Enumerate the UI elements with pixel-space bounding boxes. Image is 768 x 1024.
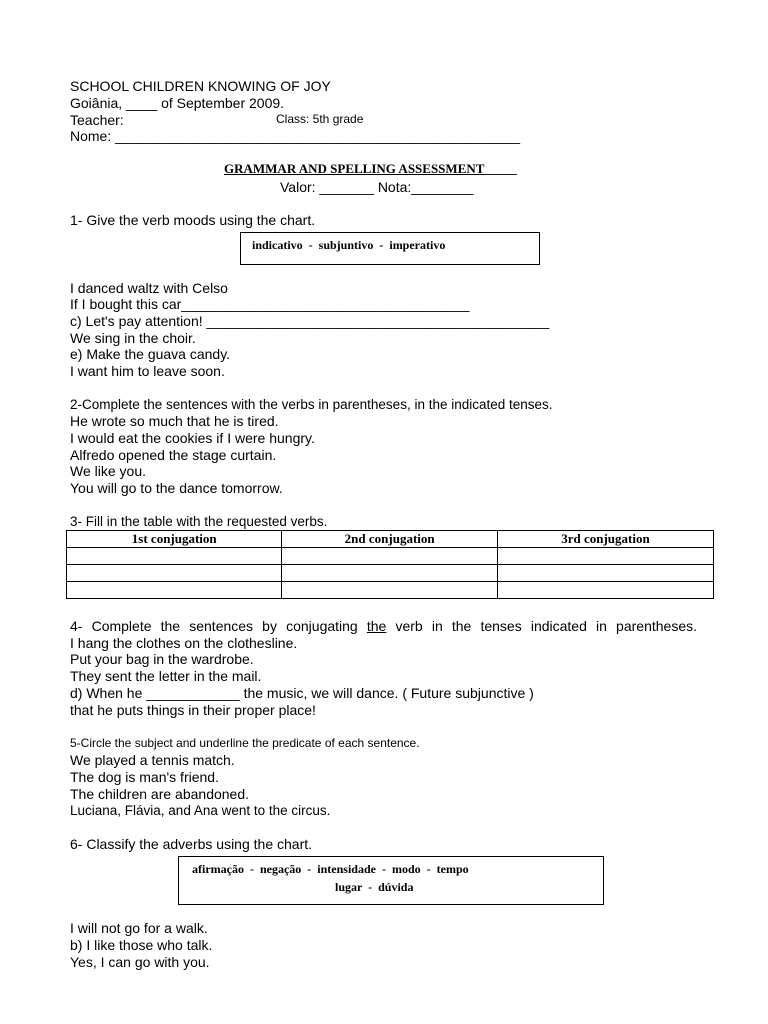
table-header-cell: 1st conjugation xyxy=(67,531,282,548)
table-row xyxy=(67,565,714,582)
q6-item: b) I like those who talk. xyxy=(70,937,213,953)
q2-item: He wrote so much that he is tired. xyxy=(70,413,279,429)
q4-item: d) When he ____________ the music, we will dance. ( Future subjunctive ) xyxy=(70,685,534,701)
q6-adverb-chart-line2: lugar - dúvida xyxy=(335,880,414,894)
q1-item: e) Make the guava candy. xyxy=(70,346,231,362)
q1-item: If I bought this car_____________________________________ xyxy=(70,296,470,312)
q4-prompt-before: 4- Complete the sentences by conjugating xyxy=(70,618,367,634)
q2-prompt: 2-Complete the sentences with the verbs in parentheses, in the indicated tenses. xyxy=(70,397,553,412)
q1-item: I danced waltz with Celso xyxy=(70,280,228,296)
school-name: SCHOOL CHILDREN KNOWING OF JOY xyxy=(70,78,331,94)
q5-item: We played a tennis match. xyxy=(70,752,235,768)
table-cell[interactable] xyxy=(67,565,282,582)
table-row xyxy=(67,582,714,599)
q1-mood-chart-text: indicativo - subjuntivo - imperativo xyxy=(252,238,446,252)
table-header-cell: 3rd conjugation xyxy=(497,531,713,548)
q2-item: I would eat the cookies if I were hungry. xyxy=(70,430,315,446)
q4-prompt-underlined: the xyxy=(366,618,387,634)
q4-prompt xyxy=(70,619,697,633)
q1-item: I want him to leave soon. xyxy=(70,363,225,379)
q1-item: c) Let's pay attention! ____________________________________________ xyxy=(70,313,550,329)
table-cell[interactable] xyxy=(67,548,282,565)
q5-item: Luciana, Flávia, and Ana went to the circus. xyxy=(70,803,331,818)
q4-item: I hang the clothes on the clothesline. xyxy=(70,635,298,651)
teacher-label: Teacher: xyxy=(70,112,124,128)
q6-item: I will not go for a walk. xyxy=(70,920,208,936)
q5-prompt: 5-Circle the subject and underline the predicate of each sentence. xyxy=(70,736,420,750)
table-header-row xyxy=(67,531,714,548)
table-cell[interactable] xyxy=(497,565,713,582)
q5-item: The dog is man's friend. xyxy=(70,769,219,785)
q2-item: Alfredo opened the stage curtain. xyxy=(70,447,277,463)
table-cell[interactable] xyxy=(497,582,713,599)
q1-item: We sing in the choir. xyxy=(70,330,196,346)
q6-adverb-chart-line1: afirmação - negação - intensidade - modo - tempo xyxy=(192,862,469,876)
table-cell[interactable] xyxy=(67,582,282,599)
table-row xyxy=(67,548,714,565)
nome-line: Nome: ____________________________________________________ xyxy=(70,128,521,144)
q1-prompt: 1- Give the verb moods using the chart. xyxy=(70,212,316,228)
assessment-title-trailing: _____ xyxy=(484,161,517,176)
valor-nota-line: Valor: _______ Nota:________ xyxy=(280,179,474,195)
q4-item: Put your bag in the wardrobe. xyxy=(70,651,254,667)
q4-item: They sent the letter in the mail. xyxy=(70,668,262,684)
table-cell[interactable] xyxy=(282,548,497,565)
conjugation-table xyxy=(66,530,714,599)
date-line: Goiânia, ____ of September 2009. xyxy=(70,95,285,111)
table-cell[interactable] xyxy=(282,582,497,599)
table-cell[interactable] xyxy=(497,548,713,565)
table-header-cell: 2nd conjugation xyxy=(282,531,497,548)
class-label: Class: 5th grade xyxy=(276,112,364,126)
q5-item: The children are abandoned. xyxy=(70,786,250,802)
q4-item: that he puts things in their proper place! xyxy=(70,702,316,718)
q2-item: We like you. xyxy=(70,463,146,479)
q6-prompt: 6- Classify the adverbs using the chart. xyxy=(70,836,313,852)
table-cell[interactable] xyxy=(282,565,497,582)
q4-prompt-after: verb in the tenses indicated in parentheses. xyxy=(386,618,697,634)
q2-item: You will go to the dance tomorrow. xyxy=(70,480,283,496)
assessment-title xyxy=(224,162,517,175)
q6-item: Yes, I can go with you. xyxy=(70,954,210,970)
q3-prompt: 3- Fill in the table with the requested verbs. xyxy=(70,514,328,529)
assessment-title-text: GRAMMAR AND SPELLING ASSESSMENT xyxy=(224,161,485,176)
